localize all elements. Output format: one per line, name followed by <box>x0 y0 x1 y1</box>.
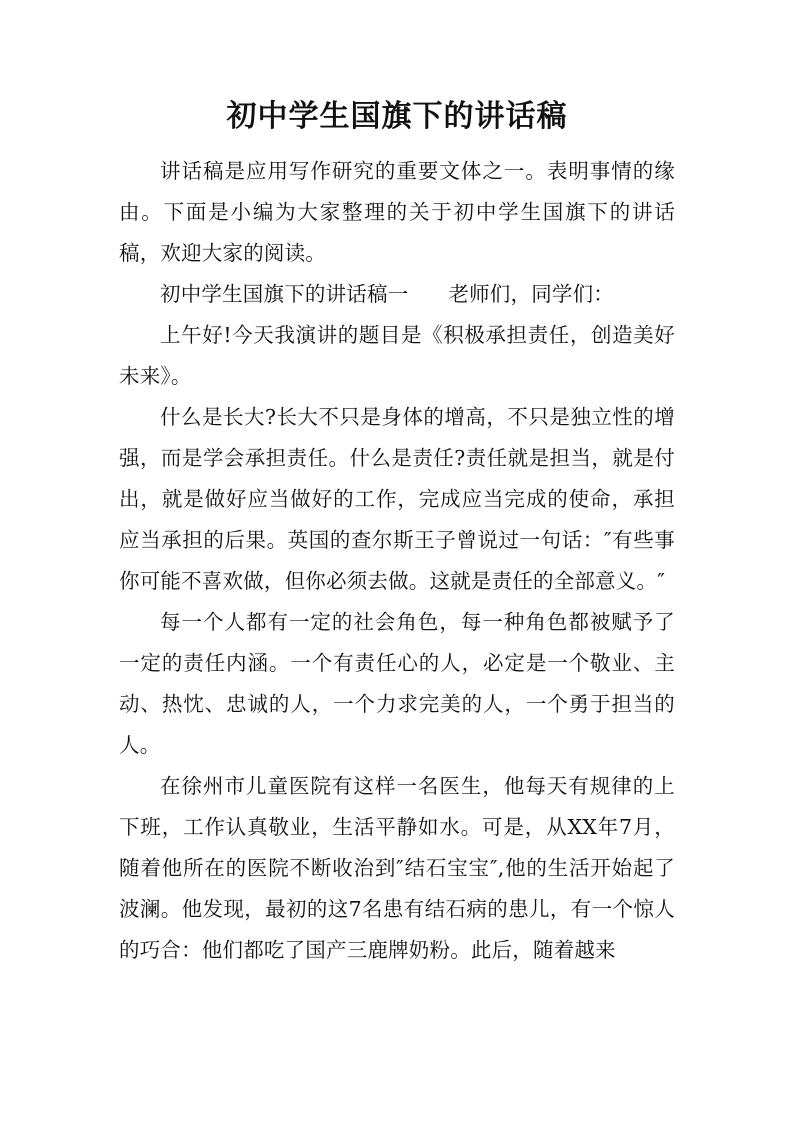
doctor-story-paragraph: 在徐州市儿童医院有这样一名医生，他每天有规律的上下班，工作认真敬业，生活平静如水。可是，从XX年7月，随着他所在的医院不断收治到″结石宝宝″,他的生活开始起了波澜。他发现，最初的这7名患有结石病的患儿，有一个惊人的巧合：他们都吃了国产三鹿牌奶粉。此后，随着越来 <box>119 774 675 962</box>
speech-opening-paragraph: 上午好!今天我演讲的题目是《积极承担责任，创造美好未来》。 <box>119 323 675 388</box>
document-body <box>119 151 675 971</box>
speech-greeting: 老师们，同学们： <box>448 282 615 306</box>
intro-paragraph: 讲话稿是应用写作研究的重要文体之一。表明事情的缘由。下面是小编为大家整理的关于初中学生国旗下的讲话稿，欢迎大家的阅读。 <box>119 159 675 265</box>
social-role-paragraph: 每一个人都有一定的社会角色，每一种角色都被赋予了一定的责任内涵。一个有责任心的人，必定是一个敬业、主动、热忱、忠诚的人，一个力求完美的人，一个勇于担当的人。 <box>119 610 675 757</box>
speech-heading-label: 初中学生国旗下的讲话稿一 <box>160 282 409 306</box>
document-title: 初中学生国旗下的讲话稿 <box>226 99 568 134</box>
responsibility-definition-paragraph: 什么是长大?长大不只是身体的增高，不只是独立性的增强，而是学会承担责任。什么是责任?责任就是担当，就是付出，就是做好应当做好的工作，完成应当完成的使命，承担应当承担的后果。英国的查尔斯王子曾说过一句话：″有些事你可能不喜欢做，但你必须去做。这就是责任的全部意义。″ <box>119 405 675 593</box>
speech-heading-line <box>119 274 675 315</box>
